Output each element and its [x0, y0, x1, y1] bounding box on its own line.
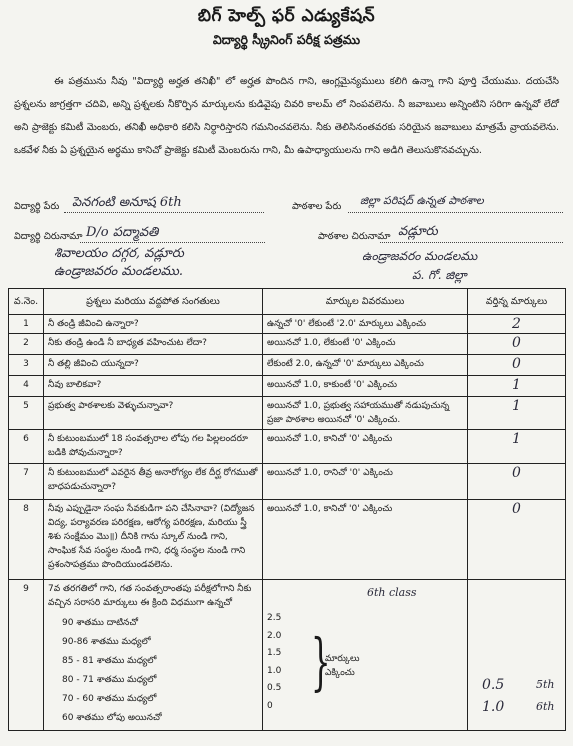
row-number: 4 [9, 376, 44, 397]
school-address-line2[interactable]: ఉండ్రాజవరం మండలము [362, 249, 478, 263]
school-address-label: పాఠశాల చిరునామా [318, 231, 391, 242]
row-score[interactable]: 1 [468, 376, 566, 397]
row9-options [62, 614, 258, 728]
row9-score-2[interactable]: 1.0 [482, 699, 505, 715]
row9-side-note-2: 6th [536, 700, 555, 713]
school-name-line [348, 212, 563, 213]
row-marks: లేకుంటే 2.0, ఉన్నచో '0' మార్కులు ఎక్కించు [263, 355, 468, 376]
table-row [9, 315, 566, 334]
row9-value: 2.5 [267, 613, 282, 623]
row9-note[interactable]: 6th class [367, 586, 417, 599]
row-question: నీకు తండ్రి ఉండి నీ బాధ్యత వహించుట లేదా? [44, 334, 263, 355]
student-address-line2[interactable]: శివాలయం దగ్గర, వడ్లూరు [54, 246, 184, 261]
row9-option: 80 - 71 శాతము మధ్యలో [62, 675, 157, 685]
row9-option: 90 శాతము దాటినచో [62, 618, 139, 628]
row-score[interactable]: 0 [468, 464, 566, 500]
row9-values [267, 610, 281, 715]
table-row [9, 355, 566, 376]
row9-value: 2.0 [267, 630, 282, 641]
row-marks: అయినచో 1.0, లేకుంటే '0' ఎక్కించు [263, 334, 468, 355]
row-number: 1 [9, 315, 44, 334]
table-row [9, 376, 566, 397]
row-number: 6 [9, 430, 44, 464]
row-number: 2 [9, 334, 44, 355]
table-header-row [9, 289, 566, 315]
row9-score[interactable]: 0.5 [482, 677, 505, 693]
row-question: నీ కుటుంబములో ఎవరైన తీవ్ర అనారోగ్యం లేక దీర్ఘ రోగముతో బాధపడుచున్నారా? [44, 464, 263, 500]
student-address-label: విద్యార్థి చిరునామా [14, 231, 83, 242]
header-obtained-marks: వర్తిన్న మార్కులు [468, 289, 566, 315]
school-name-label: పాఠశాల పేరు [292, 201, 342, 212]
row-score[interactable]: 0 [468, 355, 566, 376]
row-marks: అయినచో 1.0, కానిచో '0' ఎక్కించు [263, 500, 468, 580]
row-number: 3 [9, 355, 44, 376]
student-name-value[interactable]: పెనగంటి అనూష 6th [72, 195, 182, 210]
row9-question-text: 7వ తరగతిలో గాని, గత సంవత్సరాంతపు పరీక్షలోగాని నీకు వచ్చిన సరాసరి మార్కులు ఈ క్రింది విధముగా ఉన్నచో [48, 584, 252, 608]
instructions-paragraph: ఈ పత్రమును నీవు "విద్యార్థి అర్హత తనిఖీ" లో అర్హత పొందిన గాని, ఆంగ్లమైన్యములు కలిగి ఉన్నా గాని పూర్తి చేయుము. దయచేసి ప్రశ్నలను జాగ్రత్తగా చదివి, అన్ని ప్రశ్నలకు నీకొర్పిన మార్కులను కుడివైపు చివరి కాలమ్ లో నింపవలెను. నీ జవాబులు అన్నింటిని సరిగా ఉన్నవో లేదో అని ప్రాజెక్టు కమిటీ మెంబరు, తనిఖీ అధికారి కలిసి నిర్ధారిస్తారని గమనించవలెను. నీకు తెలిసినంతవరకు సరియైన జవాబులు మాత్రమే వ్రాయవలెను. ఒకవేళ నీకు ఏ ప్రశ్నయైన అర్థము కానిచో ప్రాజెక్టు కమిటీ మెంబరును గాని, మీ ఉపాధ్యాయులను గాని అడిగి తెలుసుకొనవచ్చును. [14, 76, 559, 156]
row-score[interactable]: 0 [468, 500, 566, 580]
form-subtitle: విద్యార్థి స్క్రీనింగ్ పరీక్ష పత్రము [212, 32, 361, 47]
row9-value: 1.5 [267, 648, 282, 658]
row-number: 7 [9, 464, 44, 500]
student-name-label: విద్యార్థి పేరు [14, 201, 60, 212]
student-address-value[interactable]: D/o పద్మావతి [86, 225, 159, 240]
row9-marks-label: మార్కులు ఎక్కించు [325, 654, 360, 678]
screening-table [8, 288, 566, 731]
row9-option: 85 - 81 శాతము మధ్యలో [62, 656, 157, 666]
row9-side-note-1: 5th [536, 678, 555, 691]
row-marks: అయినచో 1.0, ప్రభుత్వ సహాయముతో నడుపుచున్న ప్రజా పాఠశాల అయినచో '0' ఎక్కించు. [263, 397, 468, 430]
row-number: 8 [9, 500, 44, 580]
table-row [9, 430, 566, 464]
row9-value: 0 [267, 700, 273, 711]
row-question: ప్రభుత్వ పాఠశాలకు వెళ్ళుచున్నావా? [44, 397, 263, 430]
table-row [9, 500, 566, 580]
form-title: బిగ్ హెల్ప్ ఫర్ ఎడ్యుకేషన్ [197, 6, 376, 26]
row-question: నీవు ఎప్పుడైనా సంఘ సేవకుడిగా పని చేసినావా? (విద్యోజన విద్య, పర్యావరణ పరిరక్షణ, ఆరోగ్య పరిరక్షణ, మరియు స్త్రీ శిశు సంక్షేమం మొ॥) దీనికి గాను స్కూల్ నుండి గాని, సాంఘిక సేవ సంస్థల నుండి గాని, ధర్మ సంస్థల నుండి గాని ప్రశంసాపత్రము పొందియుండవలెను. [44, 500, 263, 580]
row-marks: అయినచో 1.0, కాకుంటే '0' ఎక్కించు [263, 376, 468, 397]
row-marks: అయినచో 1.0, రానిచో '0' ఎక్కించు [263, 464, 468, 500]
row-question: నీ తండ్రి జీవించి ఉన్నారా? [44, 315, 263, 334]
row-marks: ఉన్నచో '0' లేకుంటే '2.0' మార్కులు ఎక్కించు [263, 315, 468, 334]
student-address-line3[interactable]: ఉండ్రాజవరం మండలము. [54, 264, 183, 279]
table-row [9, 334, 566, 355]
row9-brace: } [310, 625, 331, 698]
row9-option: 90-86 శాతము మధ్యలో [62, 637, 151, 647]
school-address-value[interactable]: వడ్లూరు [398, 224, 438, 239]
row-score[interactable]: 0 [468, 334, 566, 355]
row-marks: అయినచో 1.0, కానిచో '0' ఎక్కించు [263, 430, 468, 464]
school-name-value[interactable]: జిల్లా పరిషద్ ఉన్నత పాఠశాల [360, 194, 484, 207]
row9-value: 0.5 [267, 683, 282, 693]
table-row [9, 397, 566, 430]
row-number: 9 [9, 580, 44, 731]
header-question: ప్రశ్నలు మరియు వద్దపోత సంగతులు [44, 289, 263, 315]
header-serial: వ.నెం. [9, 289, 44, 315]
row-question: నీ కుటుంబములో 18 సంవత్సరాల లోపు గల పిల్లలందరూ బడికి పోవుచున్నారా? [44, 430, 263, 464]
row-marks [263, 580, 468, 731]
table-row [9, 464, 566, 500]
row9-value: 1.0 [267, 665, 282, 676]
row-score[interactable]: 1 [468, 430, 566, 464]
school-address-line3[interactable]: ప. గో. జిల్లా [412, 268, 467, 282]
table-row-9 [9, 580, 566, 731]
header-marks-details: మార్కుల వివరములు [263, 289, 468, 315]
row-score [468, 580, 566, 731]
row-number: 5 [9, 397, 44, 430]
row9-option: 70 - 60 శాతము మధ్యలో [62, 694, 157, 704]
row-question: నీవు బాలికవా? [44, 376, 263, 397]
row-score[interactable]: 1 [468, 397, 566, 430]
row-score[interactable]: 2 [468, 315, 566, 334]
school-address-line [380, 242, 563, 243]
row-question [44, 580, 263, 731]
row-question: నీ తల్లి జీవించి యున్నదా? [44, 355, 263, 376]
row9-option: 60 శాతము లోపు అయినచో [62, 713, 162, 723]
